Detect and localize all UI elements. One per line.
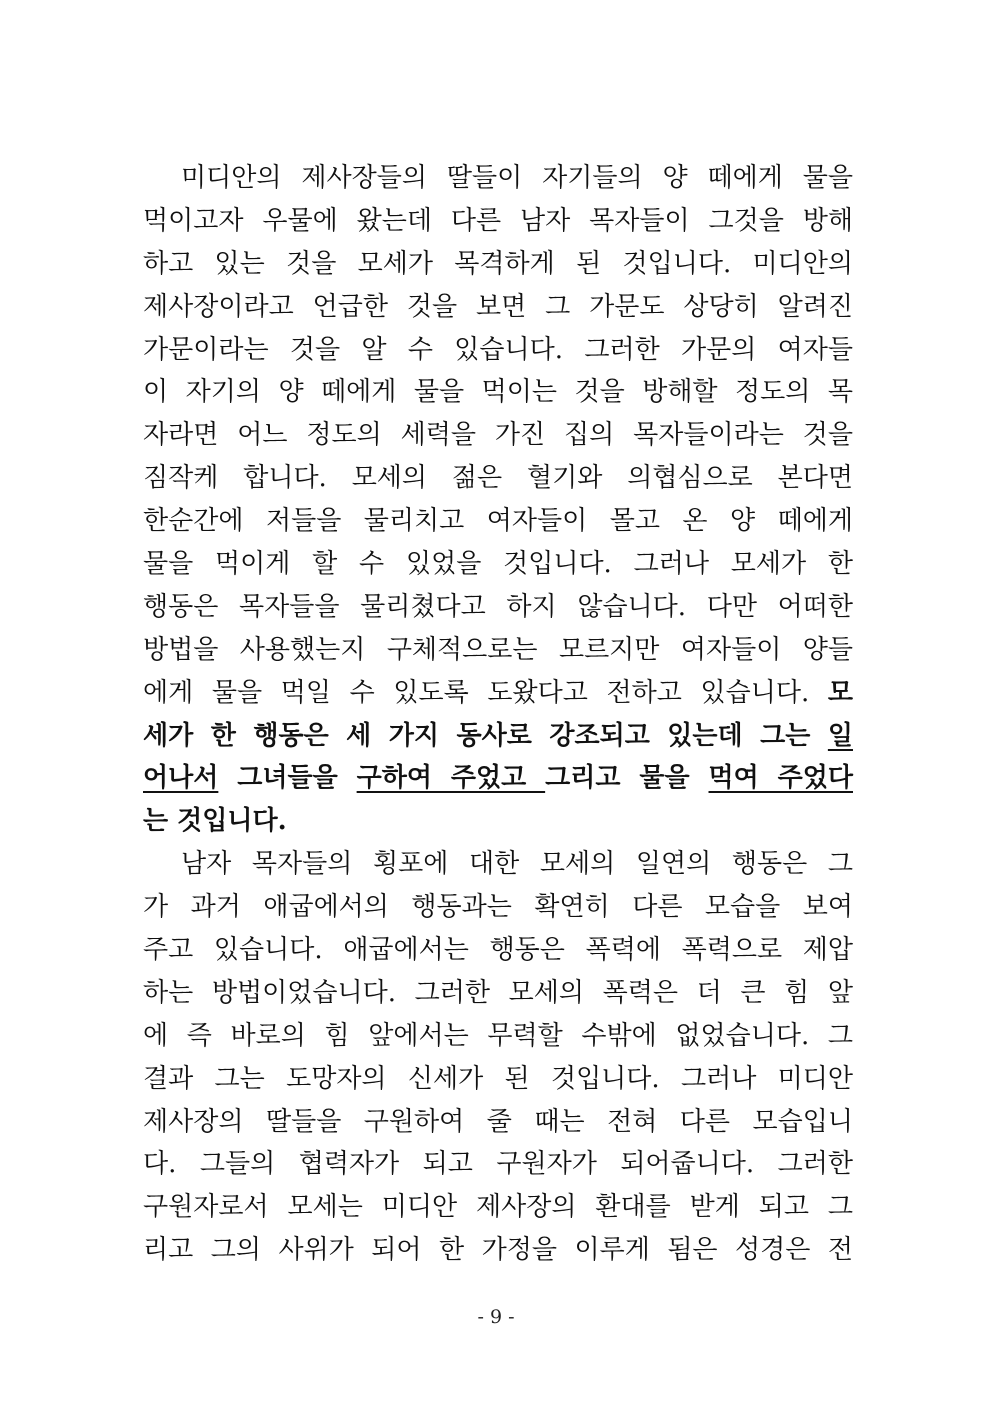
regular-text: 에게 물을 먹일 수 있도록 도왔다고 전하고 있습니다.: [143, 677, 828, 708]
underlined-verb: 구하여 주었고: [356, 763, 546, 794]
paragraph-1-line-8: 짐작케 합니다. 모세의 젊은 혈기와 의협심으로 본다면: [143, 463, 853, 494]
paragraph-1-line-16: 는 것입니다.: [143, 806, 287, 837]
underlined-verb: 먹여 주었다: [708, 763, 853, 794]
page-number: - 9 -: [477, 1306, 515, 1328]
underlined-verb: 어나서: [143, 763, 219, 794]
bold-text: 그리고 물을: [545, 763, 709, 794]
paragraph-2-line-7: 제사장의 딸들을 구원하여 줄 때는 전혀 다른 모습입니: [143, 1106, 853, 1137]
paragraph-1-line-12: 방법을 사용했는지 구체적으로는 모르지만 여자들이 양들: [143, 634, 853, 665]
document-body: [143, 157, 853, 1272]
paragraph-2-line-1: 남자 목자들의 횡포에 대한 모세의 일연의 행동은 그: [181, 849, 853, 880]
paragraph-1-line-13: [143, 672, 853, 715]
paragraph-2-line-9: 구원자로서 모세는 미디안 제사장의 환대를 받게 되고 그: [143, 1192, 853, 1223]
bold-text: 그녀들을: [218, 763, 357, 794]
paragraph-1-line-14: [143, 715, 853, 758]
paragraph-1-line-10: 물을 먹이게 할 수 있었을 것입니다. 그러나 모세가 한: [143, 549, 853, 580]
paragraph-1-line-15: [143, 757, 853, 800]
paragraph-2-line-4: 하는 방법이었습니다. 그러한 모세의 폭력은 더 큰 힘 앞: [143, 977, 853, 1008]
paragraph-1-line-7: 자라면 어느 정도의 세력을 가진 집의 목자들이라는 것을: [143, 420, 853, 451]
paragraph-2-line-5: 에 즉 바로의 힘 앞에서는 무력할 수밖에 없었습니다. 그: [143, 1020, 853, 1051]
bold-text: 세가 한 행동은 세 가지 동사로 강조되고 있는데 그는: [143, 720, 828, 751]
paragraph-2-line-3: 주고 있습니다. 애굽에서는 행동은 폭력에 폭력으로 제압: [143, 935, 853, 966]
paragraph-2-line-8: 다. 그들의 협력자가 되고 구원자가 되어줍니다. 그러한: [143, 1149, 853, 1180]
paragraph-2-line-10: 리고 그의 사위가 되어 한 가정을 이루게 됨은 성경은 전: [143, 1235, 853, 1266]
bold-text: 모: [827, 677, 853, 708]
paragraph-1-line-1: 미디안의 제사장들의 딸들이 자기들의 양 떼에게 물을: [181, 163, 853, 193]
paragraph-1-line-5: 가문이라는 것을 알 수 있습니다. 그러한 가문의 여자들: [143, 334, 853, 365]
paragraph-2-line-2: 가 과거 애굽에서의 행동과는 확연히 다른 모습을 보여: [143, 892, 853, 923]
paragraph-1-line-9: 한순간에 저들을 물리치고 여자들이 몰고 온 양 떼에게: [143, 506, 853, 537]
paragraph-1-line-3: 하고 있는 것을 모세가 목격하게 된 것입니다. 미디안의: [143, 248, 853, 279]
paragraph-2-line-6: 결과 그는 도망자의 신세가 된 것입니다. 그러나 미디안: [143, 1063, 853, 1094]
paragraph-1-line-4: 제사장이라고 언급한 것을 보면 그 가문도 상당히 알려진: [143, 291, 853, 322]
paragraph-1-line-11: 행동은 목자들을 물리쳤다고 하지 않습니다. 다만 어떠한: [143, 591, 853, 622]
paragraph-1-line-2: 먹이고자 우물에 왔는데 다른 남자 목자들이 그것을 방해: [143, 205, 853, 236]
underlined-verb: 일: [827, 720, 853, 751]
paragraph-1-line-6: 이 자기의 양 떼에게 물을 먹이는 것을 방해할 정도의 목: [143, 377, 853, 408]
